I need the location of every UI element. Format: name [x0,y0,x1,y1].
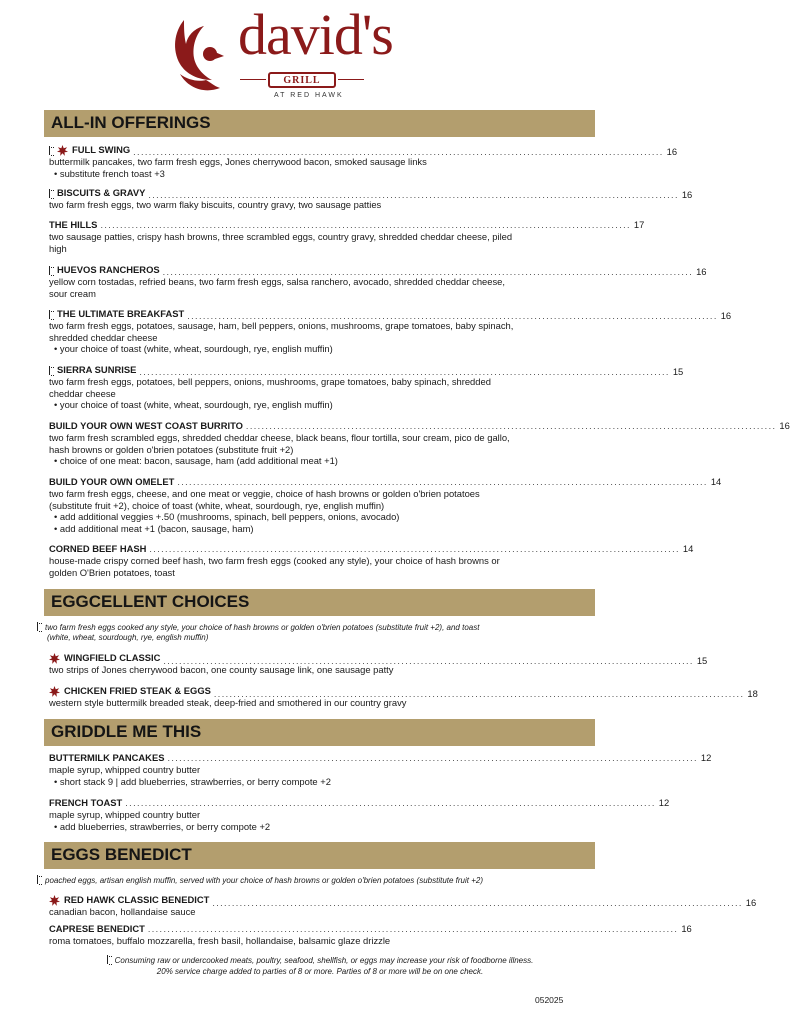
leader-dots: ........................................................................................................................................ [245,421,777,431]
item-name: WINGFIELD CLASSIC [64,652,161,663]
leader-dots: ........................................................................................................................................ [148,189,679,200]
menu-item-french-toast [49,797,670,832]
item-description: yellow corn tostadas, refried beans, two farm fresh eggs, salsa ranchero, avocado, shredded cheddar cheese, [49,276,505,287]
item-name: RED HAWK CLASSIC BENEDICT [64,894,210,905]
section-header-eggs-benedict [44,842,595,869]
item-price: 14 [710,476,722,487]
raw-food-advisory-icon [49,189,54,198]
raw-food-advisory-icon [49,266,54,275]
item-description: house-made crispy corned beef hash, two farm fresh eggs (cooked any style), your choice of hash browns or [49,555,500,566]
item-price: 15 [672,365,684,377]
menu-item-corned-beef-hash [49,543,694,578]
item-description-cont: (substitute fruit +2), choice of toast (white, wheat, sourdough, rye, english muffin) [49,499,385,511]
item-option: • your choice of toast (white, wheat, sourdough, rye, english muffin) [54,343,333,354]
menu-item-full-swing [49,144,678,179]
item-price: 14 [682,543,694,554]
item-option: • add additional veggies +.50 (mushrooms, spinach, bell peppers, onions, avocado) [54,511,400,522]
item-description: two farm fresh eggs, cheese, and one meat or veggie, choice of hash browns or golden o'brien potatoes [49,488,480,499]
item-name: FRENCH TOAST [49,797,123,808]
red-hawk-signature-icon [49,686,60,697]
section-title: GRIDDLE ME THIS [51,722,202,741]
item-description: roma tomatoes, buffalo mozzarella, fresh basil, hollandaise, balsamic glaze drizzle [49,935,391,946]
leader-dots: ........................................................................................................................................ [133,146,664,157]
leader-dots: ........................................................................................................................................ [187,310,718,321]
menu-item-the-hills [49,219,645,254]
item-description-cont: hash browns or golden o'brien potatoes (substitute fruit +2) [49,443,294,455]
item-name: CHICKEN FRIED STEAK & EGGS [64,685,211,696]
item-name: BUTTERMILK PANCAKES [49,752,165,763]
menu-item-omelet [49,476,722,534]
menu-item-west-coast-burrito [49,420,790,467]
item-name: BUILD YOUR OWN OMELET [49,476,175,487]
service-charge-line: 20% service charge added to parties of 8 or more. Parties of 8 or more will be on one check. [156,966,484,976]
red-hawk-signature-icon [57,145,68,156]
item-description: maple syrup, whipped country butter [49,809,201,820]
item-description-cont: golden O'Brien potatoes, toast [49,566,175,578]
item-option: • your choice of toast (white, wheat, sourdough, rye, english muffin) [54,399,333,410]
footer-disclaimer [40,955,600,977]
item-name: SIERRA SUNRISE [57,364,137,375]
section-header-eggcellent [44,589,595,616]
item-name: CORNED BEEF HASH [49,543,147,554]
item-description-cont: cheddar cheese [49,387,116,399]
menu-item-buttermilk-pancakes [49,752,712,787]
leader-dots: ........................................................................................................................................ [149,544,680,554]
item-price: 12 [658,797,670,808]
leader-dots: ........................................................................................................................................ [177,477,708,487]
leader-dots: ........................................................................................................................................ [167,753,698,763]
leader-dots: ........................................................................................................................................ [139,366,670,377]
item-name: THE ULTIMATE BREAKFAST [57,308,185,319]
section-header-griddle [44,719,595,746]
note-text: two farm fresh eggs cooked any style, your choice of hash browns or golden o'brien potatoes (substitute fruit +2), and toast [45,623,480,632]
item-option: • choice of one meat: bacon, sausage, ham (add additional meat +1) [54,455,338,466]
item-name: THE HILLS [49,219,98,230]
section-header-all-in [44,110,595,137]
item-description: two farm fresh eggs, potatoes, sausage, ham, bell peppers, onions, mushrooms, grape tomatoes, baby spinach, [49,320,514,331]
red-hawk-signature-icon [49,653,60,664]
logo-rule-left [240,79,266,80]
raw-food-advisory-icon [37,622,42,631]
item-description: canadian bacon, hollandaise sauce [49,906,196,917]
item-price: 16 [681,188,693,200]
menu-version-code: 052025 [535,995,564,1005]
menu-item-caprese-benedict [49,923,692,947]
item-name: HUEVOS RANCHEROS [57,264,160,275]
logo-rule-right [338,79,364,80]
item-name: CAPRESE BENEDICT [49,923,145,934]
item-description-cont: sour cream [49,287,96,299]
item-description-cont: shredded cheddar cheese [49,331,158,343]
leader-dots: ........................................................................................................................................ [125,798,656,808]
item-price: 16 [666,145,678,157]
item-name: BISCUITS & GRAVY [57,187,146,198]
leader-dots: ........................................................................................................................................ [147,924,679,934]
item-description: western style buttermilk breaded steak, deep-fried and smothered in our country gravy [49,697,407,708]
logo-grill-badge [268,72,336,88]
item-price: 16 [681,923,692,934]
logo-name: david's [238,2,393,67]
raw-food-advisory-icon [49,310,54,319]
item-price: 15 [696,654,708,666]
note-text: poached eggs, artisan english muffin, served with your choice of hash browns or golden o'brien potatoes (substitute fruit +2) [45,876,483,885]
raw-food-advisory-icon [49,146,54,155]
item-description: buttermilk pancakes, two farm fresh eggs, Jones cherrywood bacon, smoked sausage links [49,156,427,167]
item-description: maple syrup, whipped country butter [49,764,201,775]
item-option: • add additional meat +1 (bacon, sausage, ham) [54,522,254,534]
menu-item-chicken-fried-steak [49,685,758,709]
item-option: • add blueberries, strawberries, or berry compote +2 [54,820,271,832]
menu-item-huevos-rancheros [49,264,707,299]
item-description-cont: high [49,242,67,254]
section-note-benedict [37,875,597,886]
item-name: FULL SWING [72,144,131,155]
disclaimer-line: Consuming raw or undercooked meats, poultry, seafood, shellfish, or eggs may increase your risk of foodborne illness. [114,956,534,965]
raw-food-advisory-icon [49,366,54,375]
raw-food-advisory-icon [107,955,112,964]
item-description: two sausage patties, crispy hash browns, three scrambled eggs, country gravy, shredded cheddar cheese, piled [49,231,513,242]
item-description: two farm fresh eggs, two warm flaky biscuits, country gravy, two sausage patties [49,199,382,210]
section-title: EGGCELLENT CHOICES [51,592,250,611]
red-hawk-signature-icon [49,895,60,906]
menu-item-sierra-sunrise [49,364,684,411]
item-price: 18 [747,687,758,699]
section-note-eggcellent [37,622,597,643]
item-price: 16 [720,309,732,321]
red-hawk-bird-icon [170,14,232,94]
davids-grill-logo [170,2,393,102]
section-title: ALL-IN OFFERINGS [51,113,211,132]
item-price: 17 [633,219,645,230]
item-description: two farm fresh scrambled eggs, shredded cheddar cheese, black beans, flour tortilla, sour cream, pico de gallo, [49,432,510,443]
leader-dots: ........................................................................................................................................ [162,266,694,277]
raw-food-advisory-icon [37,875,42,884]
leader-dots: ........................................................................................................................................ [100,220,631,230]
item-price: 16 [779,420,790,431]
logo-grill-text: GRILL [283,74,321,86]
item-description: two farm fresh eggs, potatoes, bell peppers, onions, mushrooms, grape tomatoes, baby spinach, shredded [49,376,491,387]
section-title: EGGS BENEDICT [51,845,192,864]
item-price: 12 [700,752,712,763]
item-price: 16 [696,265,707,277]
menu-item-ultimate-breakfast [49,308,732,355]
item-option: • short stack 9 | add blueberries, strawberries, or berry compote +2 [54,775,331,787]
item-description: two strips of Jones cherrywood bacon, one county sausage link, one sausage patty [49,664,394,675]
menu-item-red-hawk-benedict [49,894,757,918]
menu-item-biscuits-gravy [49,187,693,211]
item-price: 16 [745,896,757,908]
item-name: BUILD YOUR OWN WEST COAST BURRITO [49,420,243,431]
leader-dots: ........................................................................................................................................ [212,897,743,908]
leader-dots: ........................................................................................................................................ [213,688,745,699]
item-option: • substitute french toast +3 [54,167,165,179]
menu-item-wingfield-classic [49,652,708,676]
note-text-cont: (white, wheat, sourdough, rye, english muffin) [47,633,209,642]
leader-dots: ........................................................................................................................................ [163,655,694,666]
logo-subtitle: AT RED HAWK [274,92,344,99]
